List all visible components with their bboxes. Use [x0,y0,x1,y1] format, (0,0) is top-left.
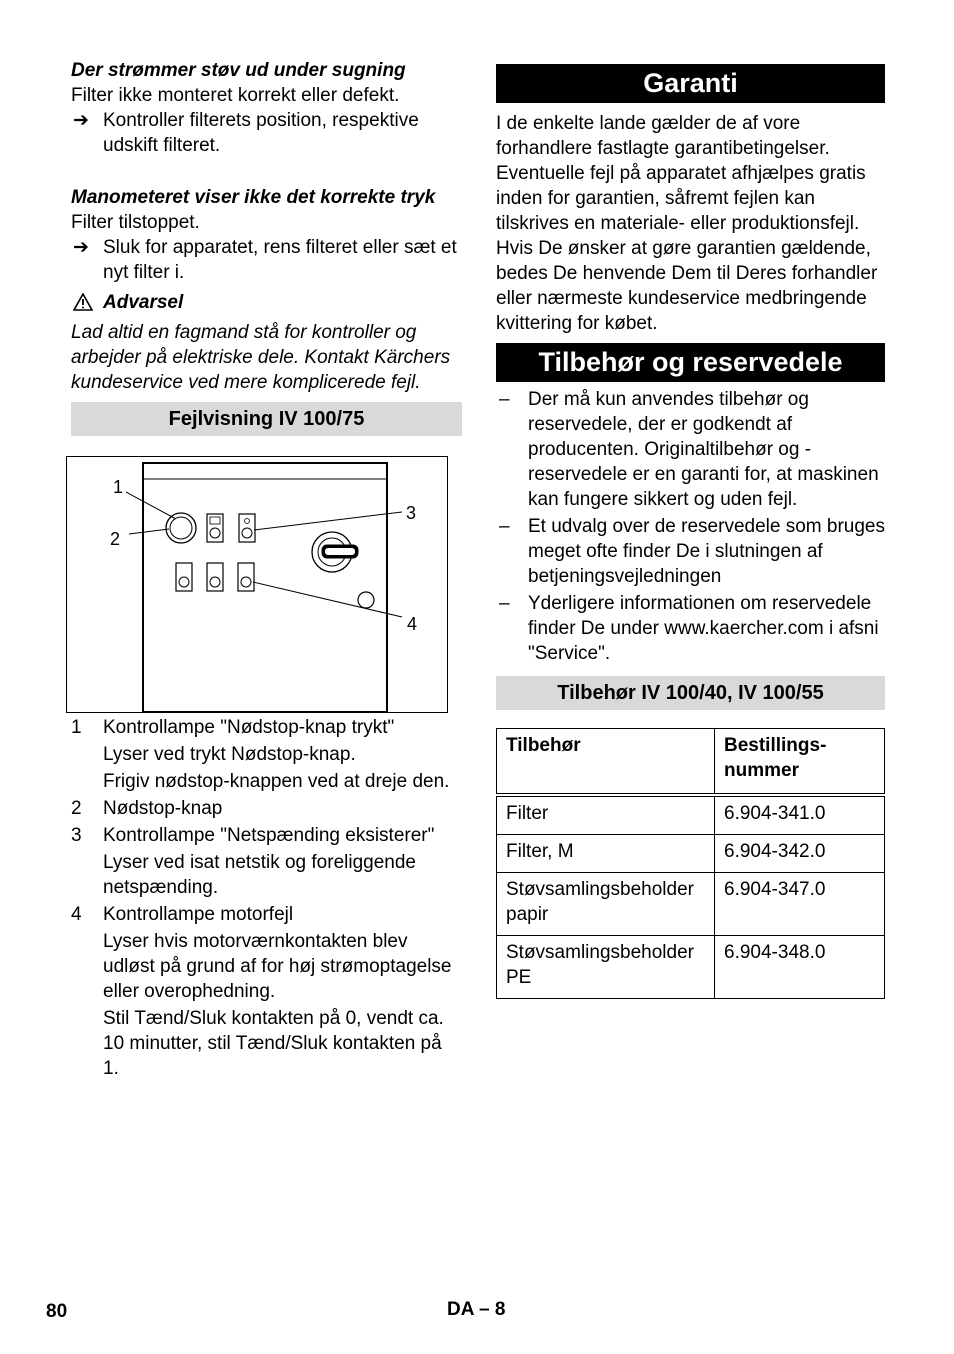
section-title-manometer: Manometeret viser ikke det korrekte tryk [71,187,436,208]
control-panel-figure [66,456,448,713]
warning-title: Advarsel [103,292,184,313]
legend-note: Lyser ved isat netstik og foreliggende netspænding. [103,852,416,898]
legend-note: Frigiv nødstop-knappen ved at dreje den. [103,771,450,792]
table-row: Støvsamlingsbeholder PE 6.904-348.0 [497,936,885,999]
section-cause-dust: Filter ikke monteret korrekt eller defekt. [71,85,400,106]
table-heading: Tilbehør IV 100/40, IV 100/55 [496,676,885,710]
step-text: Kontroller filterets position, respektive udskift filteret. [103,110,419,156]
right-column [496,64,885,999]
legend-item: 4 Kontrollampe motorfejl [71,904,294,925]
warranty-text: I de enkelte lande gælder de af vore forhandlere fastlagte garantibetingelser. Eventuelle fejl på apparatet afhjælpes gratis inden for garantien, såfremt fejlen kan tilskrives en materiale- eller produktionsfejl. Hvis De ønsker at gøre garantien gældende, bedes De henvende Dem til Deres forhandler eller nærmeste kundeservice medbringende kvittering for købet. [496,113,878,334]
legend-item: 2 Nødstop-knap [71,798,223,819]
page-number: 80 [46,1301,68,1322]
control-panel-drawing [67,457,447,712]
section-title-dust: Der strømmer støv ud under sugning [71,60,406,81]
page-label: DA – 8 [447,1299,506,1320]
column-header: Tilbehør [497,729,715,796]
arrow-right-icon: ➔ [73,237,89,258]
list-item: – Der må kun anvendes tilbehør og reservedele, der er godkendt af producenten. Originaltilbehør og -reservedele er en garanti for, at maskinen kan fungere sikkert og uden fejl. [499,389,879,510]
legend-item: 1 Kontrollampe "Nødstop-knap trykt" [71,717,395,738]
arrow-right-icon: ➔ [73,110,89,131]
accessories-table [496,728,885,999]
figure-label-1: 1 [113,477,124,497]
column-header: Bestillings- nummer [715,729,885,796]
warning-text: Lad altid en fagmand stå for kontroller og arbejder på elektriske dele. Kontakt Kärchers kundeservice ved mere komplicerede fejl. [71,322,451,393]
figure-label-3: 3 [406,503,417,523]
warning-heading [71,290,462,315]
step-text: Sluk for apparatet, rens filteret eller sæt et nyt filter i. [103,237,457,283]
step-dust [71,108,462,158]
list-item: – Yderligere informationen om reservedele finder De under www.kaercher.com i afsni "Service". [499,593,879,664]
table-row: Filter, M 6.904-342.0 [497,835,885,873]
table-row: Filter 6.904-341.0 [497,795,885,835]
table-header-row [497,729,885,796]
fault-heading: Fejlvisning IV 100/75 [71,402,462,436]
table-row: Støvsamlingsbeholder papir 6.904-347.0 [497,873,885,936]
legend-list [71,715,462,1081]
legend-note: Stil Tænd/Sluk kontakten på 0, vendt ca. 10 minutter, stil Tænd/Sluk kontakten på 1. [103,1008,444,1079]
section-cause-manometer: Filter tilstoppet. [71,212,200,233]
legend-note: Lyser ved trykt Nødstop-knap. [103,744,356,765]
warning-triangle-icon [73,293,93,311]
list-item: – Et udvalg over de reservedele som bruges meget ofte finder De i slutningen af betjeningsvejledningen [499,516,885,587]
left-column [71,58,462,1081]
figure-label-4: 4 [407,614,418,634]
step-manometer [71,235,462,285]
legend-note: Lyser hvis motorværnkontakten blev udløst på grund af for høj strømoptagelse eller overophedning. [103,931,452,1002]
figure-label-2: 2 [110,529,121,549]
accessories-list [496,387,885,666]
legend-item: 3 Kontrollampe "Netspænding eksisterer" [71,825,435,846]
accessories-heading: Tilbehør og reservedele [496,343,885,382]
warranty-heading: Garanti [496,64,885,103]
